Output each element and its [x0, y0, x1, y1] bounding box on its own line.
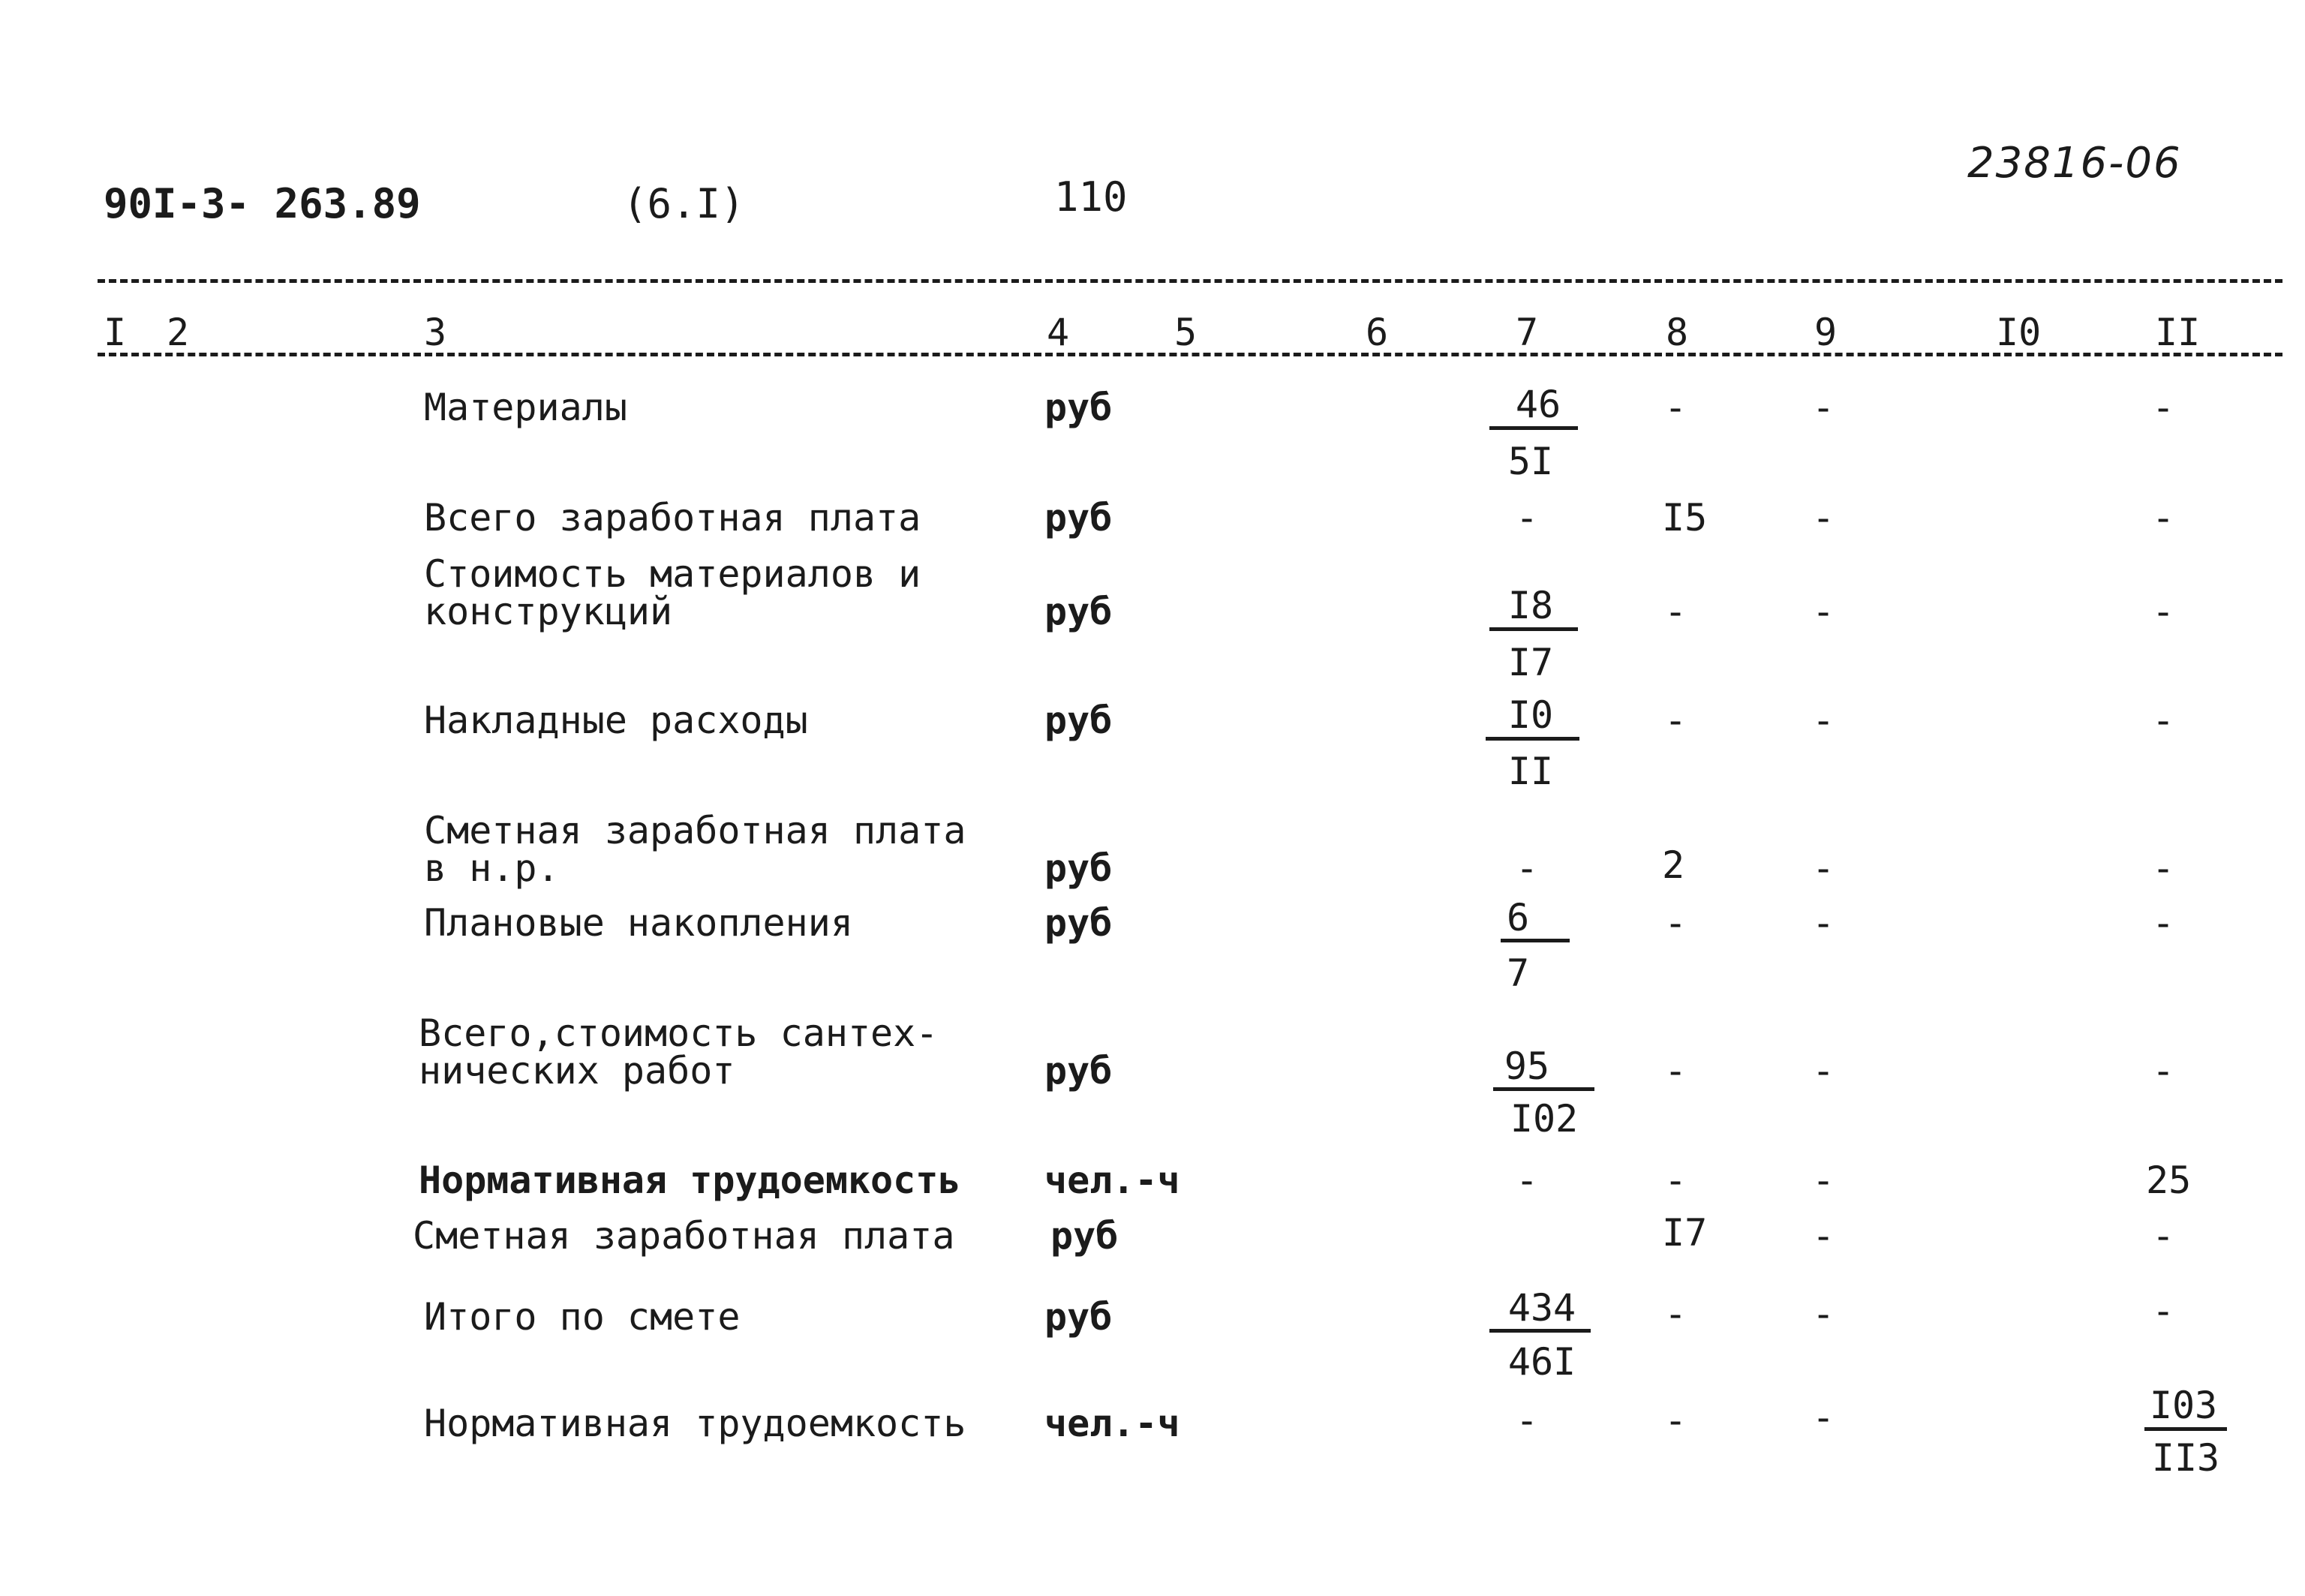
row-label: Нормативная трудоемкость [419, 1159, 961, 1202]
row-unit: чел.-ч [1044, 1402, 1180, 1445]
value-col9: - [1812, 496, 1835, 540]
value-col8: - [1664, 699, 1687, 742]
fraction-bar [1493, 1087, 1594, 1091]
fraction-bar [1489, 1329, 1591, 1333]
value-col7: - [1516, 496, 1539, 540]
row-label: Всего заработная плата [424, 496, 921, 540]
row-unit: руб [1044, 846, 1113, 890]
fraction-bar [1486, 737, 1579, 741]
row-unit: руб [1044, 496, 1113, 540]
fraction-bar [2144, 1427, 2227, 1431]
row-label: Стоимость материалов и [424, 552, 921, 596]
value-col8: - [1664, 590, 1687, 633]
row-unit: руб [1044, 901, 1113, 945]
column-header-3: 3 [424, 311, 447, 354]
value-col8: I7 [1662, 1211, 1708, 1255]
value-col7-top: I0 [1507, 693, 1554, 737]
row-label: Материалы [424, 386, 627, 429]
row-unit: чел.-ч [1044, 1159, 1180, 1202]
row-unit: руб [1044, 1049, 1113, 1093]
value-col11: - [2152, 386, 2175, 429]
row-label: Сметная заработная плата [424, 809, 966, 852]
column-header-7: 7 [1516, 311, 1539, 354]
value-col8: - [1664, 1049, 1687, 1093]
value-col7-bottom: I02 [1510, 1097, 1579, 1141]
fraction-bar [1489, 627, 1578, 631]
value-col11: - [2152, 699, 2175, 742]
value-col8: - [1664, 386, 1687, 429]
value-col7-top: 95 [1504, 1044, 1550, 1088]
row-unit: руб [1050, 1214, 1119, 1258]
value-col11: - [2152, 901, 2175, 945]
value-col7: - [1516, 1159, 1539, 1202]
value-col8: I5 [1662, 496, 1708, 540]
row-unit: руб [1044, 386, 1113, 429]
row-label-continued: нических работ [419, 1049, 735, 1093]
value-col9: - [1812, 386, 1835, 429]
column-header-8: 8 [1666, 311, 1689, 354]
value-col9: - [1812, 1292, 1835, 1336]
column-header-2: 2 [167, 311, 190, 354]
value-col11: - [2152, 846, 2175, 890]
section-number: (6.I) [623, 180, 745, 227]
value-col11: - [2152, 1049, 2175, 1093]
value-col7-bottom: I7 [1507, 641, 1554, 684]
column-header-11: II [2155, 311, 2201, 354]
column-header-1: I [104, 311, 127, 354]
value-col7-top: 46 [1515, 383, 1561, 426]
row-label-continued: конструкций [424, 590, 673, 633]
value-col9: - [1812, 590, 1835, 633]
row-label: Плановые накопления [424, 901, 853, 945]
value-col7-top: I8 [1507, 584, 1554, 627]
value-col11: 25 [2146, 1159, 2192, 1202]
row-label: Всего,стоимость сантех- [419, 1011, 939, 1055]
value-col11: - [2152, 1289, 2175, 1333]
value-col7-bottom: II [1507, 750, 1554, 793]
document-code: 90I-3- 263.89 [104, 180, 421, 227]
column-header-4: 4 [1047, 311, 1070, 354]
value-col7-bottom: 46I [1507, 1340, 1576, 1384]
row-unit: руб [1044, 699, 1113, 742]
column-header-10: I0 [1996, 311, 2042, 354]
top-rule [98, 279, 2282, 283]
value-col8: - [1664, 901, 1687, 945]
value-col7-top: 6 [1507, 896, 1530, 939]
value-col8: 2 [1662, 843, 1685, 887]
handwritten-stamp: 23816-06 [1967, 139, 2182, 188]
value-col7: - [1516, 1399, 1539, 1442]
column-header-6: 6 [1366, 311, 1389, 354]
value-col7-top: 434 [1507, 1286, 1576, 1330]
value-col9: - [1812, 901, 1835, 945]
value-col7-bottom: 7 [1507, 951, 1530, 995]
row-label-continued: в н.р. [424, 846, 560, 890]
value-col9: - [1812, 1049, 1835, 1093]
row-label: Нормативная трудоемкость [424, 1402, 966, 1445]
value-col8: - [1664, 1399, 1687, 1442]
value-col11: - [2152, 496, 2175, 540]
fraction-bar [1489, 426, 1578, 430]
value-col9: - [1812, 846, 1835, 890]
value-col9: - [1812, 1396, 1835, 1439]
row-label: Сметная заработная плата [413, 1214, 955, 1258]
row-unit: руб [1044, 1295, 1113, 1339]
row-label: Накладные расходы [424, 699, 808, 742]
value-col7: - [1516, 846, 1539, 890]
value-col11: - [2152, 1214, 2175, 1258]
value-col9: - [1812, 699, 1835, 742]
fraction-bar [1501, 939, 1570, 942]
column-header-5: 5 [1174, 311, 1198, 354]
value-col9: - [1812, 1159, 1835, 1202]
row-label: Итого по смете [424, 1295, 741, 1339]
value-col8: - [1664, 1159, 1687, 1202]
column-header-9: 9 [1814, 311, 1838, 354]
row-unit: руб [1044, 590, 1113, 633]
value-col11-bottom: II3 [2151, 1436, 2220, 1480]
value-col7-bottom: 5I [1507, 440, 1554, 483]
value-col9: - [1812, 1214, 1835, 1258]
page-number: 110 [1054, 173, 1128, 221]
value-col11-top: I03 [2149, 1384, 2218, 1427]
value-col11: - [2152, 590, 2175, 633]
value-col8: - [1664, 1292, 1687, 1336]
